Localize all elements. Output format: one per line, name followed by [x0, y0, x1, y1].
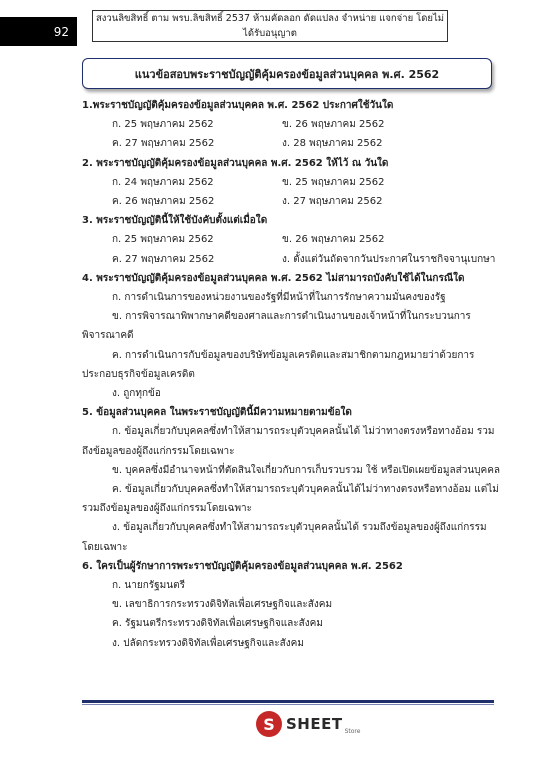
answer-row — [82, 173, 502, 192]
answer-option: ก. 25 พฤษภาคม 2562 — [112, 234, 214, 246]
answer-option: ก. 24 พฤษภาคม 2562 — [112, 176, 214, 188]
answer-option: ข. 26 พฤษภาคม 2562 — [282, 234, 385, 246]
answer-row — [82, 250, 502, 269]
answer-row — [82, 115, 502, 134]
footer-divider-thin — [82, 704, 494, 705]
copyright-notice: สงวนลิขสิทธิ์ ตาม พรบ.ลิขสิทธิ์ 2537 ห้ามคัดลอก ดัดแปลง จำหน่าย แจกจ่าย โดยไม่ได้รับอนุญาต — [92, 10, 448, 42]
answer-row — [82, 230, 502, 249]
footer-divider — [82, 700, 494, 703]
answer-option: ก. ข้อมูลเกี่ยวกับบุคคลซึ่งทำให้สามารถระบุตัวบุคคลนั้นได้ ไม่ว่าทางตรงหรือทางอ้อม รวมถึงข้อมูลของผู้ถึงแก่กรรมโดยเฉพาะ — [82, 426, 495, 457]
question-1: 1.พระราชบัญญัติคุ้มครองข้อมูลส่วนบุคคล พ.ศ. 2562 ประกาศใช้วันใด — [82, 100, 394, 111]
question-4: 4. พระราชบัญญัติคุ้มครองข้อมูลส่วนบุคคล พ.ศ. 2562 ไม่สามารถบังคับใช้ได้ในกรณีใด — [82, 272, 465, 284]
answer-row — [82, 192, 502, 211]
page-title: แนวข้อสอบพระราชบัญญัติคุ้มครองข้อมูลส่วนบุคคล พ.ศ. 2562 — [82, 58, 492, 89]
answer-option: ข. 25 พฤษภาคม 2562 — [282, 176, 385, 188]
brand-logo — [256, 711, 360, 737]
question-6: 6. ใครเป็นผู้รักษาการพระราชบัญญัติคุ้มครองข้อมูลส่วนบุคคล พ.ศ. 2562 — [82, 560, 403, 572]
answer-option: ง. ตั้งแต่วันถัดจากวันประกาศในราชกิจจานุเบกษา — [282, 253, 496, 265]
answer-option: ข. เลขาธิการกระทรวงดิจิทัลเพื่อเศรษฐกิจและสังคม — [112, 599, 333, 611]
logo-subtitle: Store — [344, 727, 361, 735]
answer-option: ค. 26 พฤษภาคม 2562 — [112, 196, 215, 208]
answer-row — [82, 134, 502, 153]
answer-option: ค. 27 พฤษภาคม 2562 — [112, 138, 215, 150]
answer-option: ง. 27 พฤษภาคม 2562 — [282, 196, 383, 208]
answer-option: ก. การดำเนินการของหน่วยงานของรัฐที่มีหน้าที่ในการรักษาความมั่นคงของรัฐ — [112, 292, 446, 304]
answer-option: ค. การดำเนินการกับข้อมูลของบริษัทข้อมูลเครดิตและสมาชิกตามกฎหมายว่าด้วยการประกอบธุรกิจข้อมูลเครดิต — [82, 349, 475, 380]
logo-icon: S — [256, 711, 282, 737]
question-2: 2. พระราชบัญญัติคุ้มครองข้อมูลส่วนบุคคล พ.ศ. 2562 ให้ไว้ ณ วันใด — [82, 157, 389, 169]
answer-option: ง. ข้อมูลเกี่ยวกับบุคคลซึ่งทำให้สามารถระบุตัวบุคคลนั้นได้ รวมถึงข้อมูลของผู้ถึงแก่กรรมโดยเฉพาะ — [82, 522, 487, 553]
answer-option: ข. การพิจารณาพิพากษาคดีของศาลและการดำเนินงานของเจ้าหน้าที่ในกระบวนการพิจารณาคดี — [82, 311, 471, 342]
answer-option: ข. บุคคลซึ่งมีอำนาจหน้าที่ตัดสินใจเกี่ยวกับการเก็บรวบรวม ใช้ หรือเปิดเผยข้อมูลส่วนบุคคล — [112, 464, 501, 476]
question-list — [82, 96, 502, 653]
answer-option: ค. ข้อมูลเกี่ยวกับบุคคลซึ่งทำให้สามารถระบุตัวบุคคลนั้นได้ไม่ว่าทางตรงหรือทางอ้อม แต่ไม่รวมถึงข้อมูลของผู้ถึงแก่กรรมโดยเฉพาะ — [82, 484, 499, 515]
answer-option: ก. 25 พฤษภาคม 2562 — [112, 119, 214, 131]
answer-option: ง. ปลัดกระทรวงดิจิทัลเพื่อเศรษฐกิจและสังคม — [112, 637, 304, 649]
answer-option: ก. นายกรัฐมนตรี — [112, 580, 185, 592]
logo-name: SHEET — [286, 715, 343, 733]
page-number: 92 — [0, 17, 77, 46]
answer-option: ข. 26 พฤษภาคม 2562 — [282, 119, 385, 131]
answer-option: ค. 27 พฤษภาคม 2562 — [112, 253, 215, 265]
answer-option: ค. รัฐมนตรีกระทรวงดิจิทัลเพื่อเศรษฐกิจและสังคม — [112, 618, 323, 630]
question-3: 3. พระราชบัญญัตินี้ให้ใช้บังคับตั้งแต่เมื่อใด — [82, 215, 268, 227]
answer-option: ง. ถูกทุกข้อ — [112, 388, 161, 400]
question-5: 5. ข้อมูลส่วนบุคคล ในพระราชบัญญัตินี้มีความหมายตามข้อใด — [82, 407, 352, 419]
answer-option: ง. 28 พฤษภาคม 2562 — [282, 138, 383, 150]
